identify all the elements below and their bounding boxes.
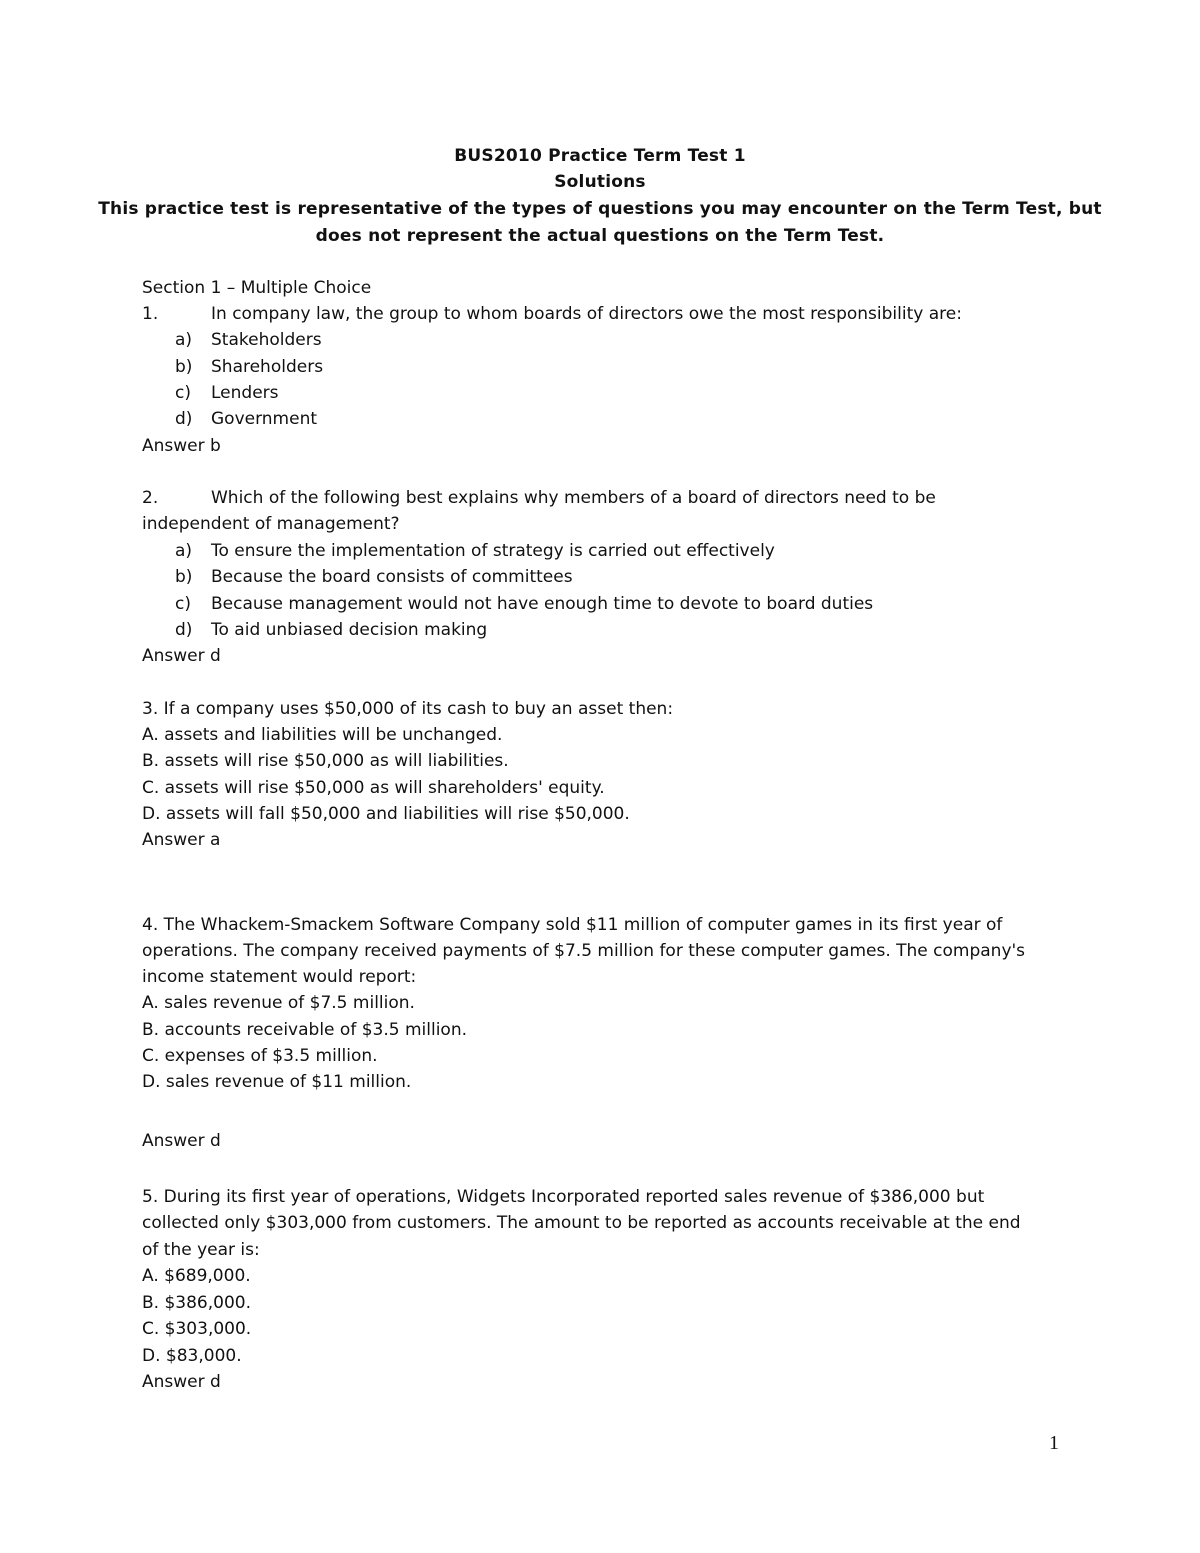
question-5-option-b: B. $386,000. (142, 1293, 251, 1313)
question-4-answer: Answer d (142, 1131, 221, 1151)
question-5-option-c: C. $303,000. (142, 1319, 252, 1339)
question-4-option-a: A. sales revenue of $7.5 million. (142, 993, 415, 1013)
question-5-text-line-3: of the year is: (142, 1240, 260, 1260)
question-2-text: Which of the following best explains why members of a board of directors need to be (211, 488, 936, 508)
question-1-option-c-letter: c) (175, 383, 191, 403)
question-5-text-line-1: 5. During its first year of operations, Widgets Incorporated reported sales revenue of $386,000 but (142, 1187, 985, 1207)
question-2-text-continued: independent of management? (142, 514, 400, 534)
question-3-text: 3. If a company uses $50,000 of its cash to buy an asset then: (142, 699, 674, 719)
question-1-option-b-text: Shareholders (211, 357, 324, 377)
question-2-option-c-text: Because management would not have enough time to devote to board duties (211, 594, 874, 614)
question-4-text-line-2: operations. The company received payments of $7.5 million for these computer games. The company's (142, 941, 1026, 961)
question-1-text: In company law, the group to whom boards of directors owe the most responsibility are: (211, 304, 962, 324)
document-subtitle: Solutions (554, 172, 646, 192)
question-1-option-b-letter: b) (175, 357, 193, 377)
question-5-option-d: D. $83,000. (142, 1346, 242, 1366)
question-1-number: 1. (142, 304, 159, 324)
document-note-line-1: This practice test is representative of the types of questions you may encounter on the Term Test, but (98, 199, 1102, 219)
question-2-number: 2. (142, 488, 159, 508)
document-title: BUS2010 Practice Term Test 1 (454, 146, 746, 166)
question-1-option-c-text: Lenders (211, 383, 279, 403)
question-1-option-d-letter: d) (175, 409, 193, 429)
question-2-option-a-text: To ensure the implementation of strategy is carried out effectively (211, 541, 775, 561)
question-1-answer: Answer b (142, 436, 221, 456)
question-2-option-c-letter: c) (175, 594, 191, 614)
question-2-option-b-letter: b) (175, 567, 193, 587)
question-1-option-a-letter: a) (175, 330, 193, 350)
question-2-answer: Answer d (142, 646, 221, 666)
question-2-option-d-text: To aid unbiased decision making (211, 620, 488, 640)
question-1-option-a-text: Stakeholders (211, 330, 322, 350)
question-4-text-line-3: income statement would report: (142, 967, 417, 987)
question-5-answer: Answer d (142, 1372, 221, 1392)
question-5-text-line-2: collected only $303,000 from customers. The amount to be reported as accounts receivable at the end (142, 1213, 1021, 1233)
question-4-option-b: B. accounts receivable of $3.5 million. (142, 1020, 467, 1040)
question-2-option-d-letter: d) (175, 620, 193, 640)
question-2-option-b-text: Because the board consists of committees (211, 567, 573, 587)
document-note-line-2: does not represent the actual questions on the Term Test. (315, 226, 885, 246)
question-3-option-b: B. assets will rise $50,000 as will liabilities. (142, 751, 509, 771)
question-4-option-c: C. expenses of $3.5 million. (142, 1046, 378, 1066)
question-3-option-c: C. assets will rise $50,000 as will shareholders' equity. (142, 778, 605, 798)
question-1-option-d-text: Government (211, 409, 318, 429)
question-4-option-d: D. sales revenue of $11 million. (142, 1072, 412, 1092)
page-number: 1 (1049, 1432, 1059, 1454)
question-2-option-a-letter: a) (175, 541, 193, 561)
question-3-answer: Answer a (142, 830, 221, 850)
question-3-option-a: A. assets and liabilities will be unchanged. (142, 725, 503, 745)
question-4-text-line-1: 4. The Whackem-Smackem Software Company sold $11 million of computer games in its first year of (142, 915, 1003, 935)
question-3-option-d: D. assets will fall $50,000 and liabilities will rise $50,000. (142, 804, 630, 824)
question-5-option-a: A. $689,000. (142, 1266, 251, 1286)
section-title: Section 1 – Multiple Choice (142, 278, 372, 298)
